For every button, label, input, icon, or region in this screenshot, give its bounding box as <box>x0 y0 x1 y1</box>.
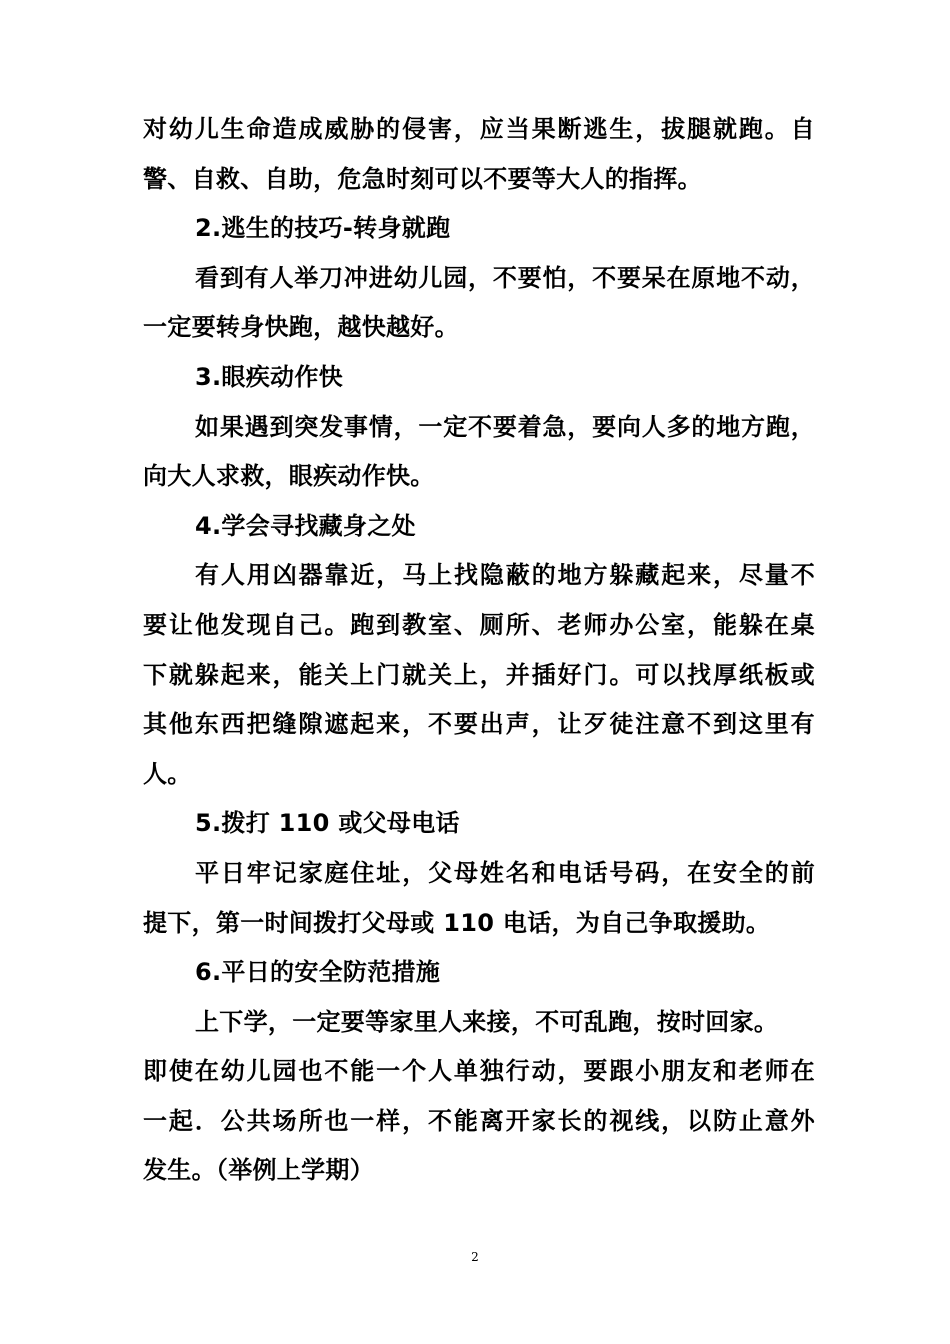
paragraph-line: 看到有人举刀冲进幼儿园，不要怕，不要呆在原地不动， <box>195 263 815 292</box>
paragraph-line: 向大人求救，眼疾动作快。 <box>143 462 435 491</box>
page-number: 2 <box>471 1250 479 1264</box>
document-body <box>143 105 815 1196</box>
paragraph-line: 提下，第一时间拨打父母或 110 电话，为自己争取援助。 <box>143 908 771 937</box>
section-heading: 5.拨打 110 或父母电话 <box>195 809 460 838</box>
paragraph-line: 如果遇到突发事情，一定不要着急，要向人多的地方跑， <box>195 412 815 441</box>
paragraph-line: 警、自救、自助，危急时刻可以不要等大人的指挥。 <box>143 164 702 193</box>
paragraph-line: 对幼儿生命造成威胁的侵害，应当果断逃生，拔腿就跑。自 <box>143 115 815 143</box>
paragraph-line: 上下学，一定要等家里人来接，不可乱跑，按时回家。 <box>195 1007 779 1036</box>
paragraph-line: 下就躲起来，能关上门就关上，并插好门。可以找厚纸板或 <box>143 660 815 689</box>
paragraph-line: 一定要转身快跑，越快越好。 <box>143 313 459 342</box>
paragraph-line: 要让他发现自己。跑到教室、厕所、老师办公室，能躲在桌 <box>143 610 815 639</box>
paragraph-line: 人。 <box>143 759 192 788</box>
paragraph-line: 其他东西把缝隙遮起来，不要出声，让歹徒注意不到这里有 <box>143 710 815 739</box>
section-heading: 4.学会寻找藏身之处 <box>195 511 416 540</box>
section-heading: 3.眼疾动作快 <box>195 362 343 391</box>
section-heading: 6.平日的安全防范措施 <box>195 958 441 987</box>
paragraph-line: 即使在幼儿园也不能一个人单独行动，要跟小朋友和老师在 <box>143 1057 815 1086</box>
section-heading: 2.逃生的技巧-转身就跑 <box>195 214 451 243</box>
paragraph-line: 一起．公共场所也一样，不能离开家长的视线，以防止意外 <box>143 1106 815 1135</box>
paragraph-line: 有人用凶器靠近，马上找隐蔽的地方躲藏起来，尽量不 <box>195 561 815 590</box>
paragraph-line: 平日牢记家庭住址，父母姓名和电话号码，在安全的前 <box>195 858 815 887</box>
paragraph-line: 发生。（举例上学期） <box>143 1156 374 1185</box>
